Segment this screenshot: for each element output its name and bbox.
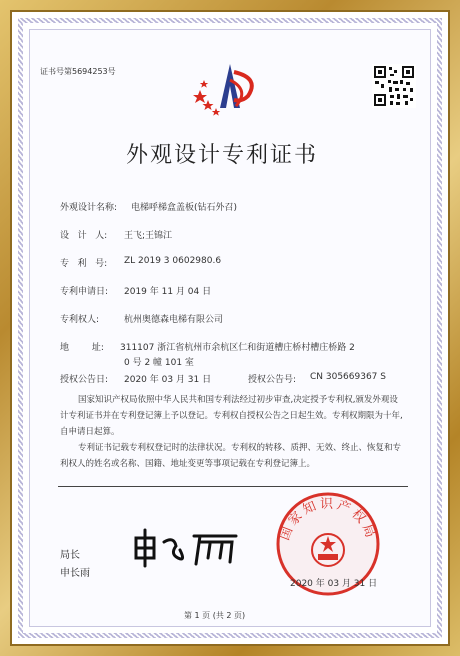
address-line-1: 311107 浙江省杭州市余杭区仁和街道槽庄桥村槽庄桥路 2 [120,343,355,353]
designer-label: 设 计 人: [60,231,108,241]
signer-title: 局长 [60,550,80,561]
legal-status-paragraph: 专利证书记载专利权登记时的法律状况。专利权的转移、质押、无效、终止、恢复和专利权人的姓名或名称、国籍、地址变更等事项记载在专利登记簿上。 [60,443,402,469]
filing-date-value: 2019 年 11 月 04 日 [124,287,212,297]
patentee-label: 专利权人: [60,315,100,325]
address-label: 地 址: [60,343,104,353]
page-indicator: 第 1 页 (共 2 页) [184,611,246,620]
patent-number-label: 专 利 号: [60,259,108,269]
signer-name: 申长雨 [60,568,90,579]
seal-date: 2020 年 03 月 31 日 [290,579,378,589]
patent-number-value: ZL 2019 3 0602980.6 [124,256,222,266]
address-line-2: 0 号 2 幢 101 室 [124,358,194,368]
grant-statement-paragraph: 国家知识产权局依照中华人民共和国专利法经过初步审查,决定授予专利权,颁发外观设计专利证书并在专利登记簿上予以登记。专利权自授权公告之日起生效。专利权期限为十年,自申请日起算。 [60,395,403,437]
qr-code-icon [372,64,416,112]
certificate-title: 外观设计专利证书 [126,143,319,168]
signature [130,528,250,572]
filing-date-label: 专利申请日: [60,287,109,297]
design-name-value: 电梯呼梯盒盖板(钻石外召) [131,203,238,213]
certificate-number: 证书号第5694253号 [40,67,116,76]
grant-pub-label: 授权公告号: [248,375,297,385]
design-name-label: 外观设计名称: [60,203,118,213]
patent-logo-icon [190,60,270,124]
svg-text:国家知识产权局: 国家知识产权局 [277,497,379,543]
designer-value: 王飞;王锦江 [124,231,173,241]
divider-line [58,486,408,487]
grant-date-value: 2020 年 03 月 31 日 [124,375,212,385]
patentee-value: 杭州奥德森电梯有限公司 [124,315,224,325]
grant-pub-value: CN 305669367 S [310,372,386,382]
grant-date-label: 授权公告日: [60,375,109,385]
